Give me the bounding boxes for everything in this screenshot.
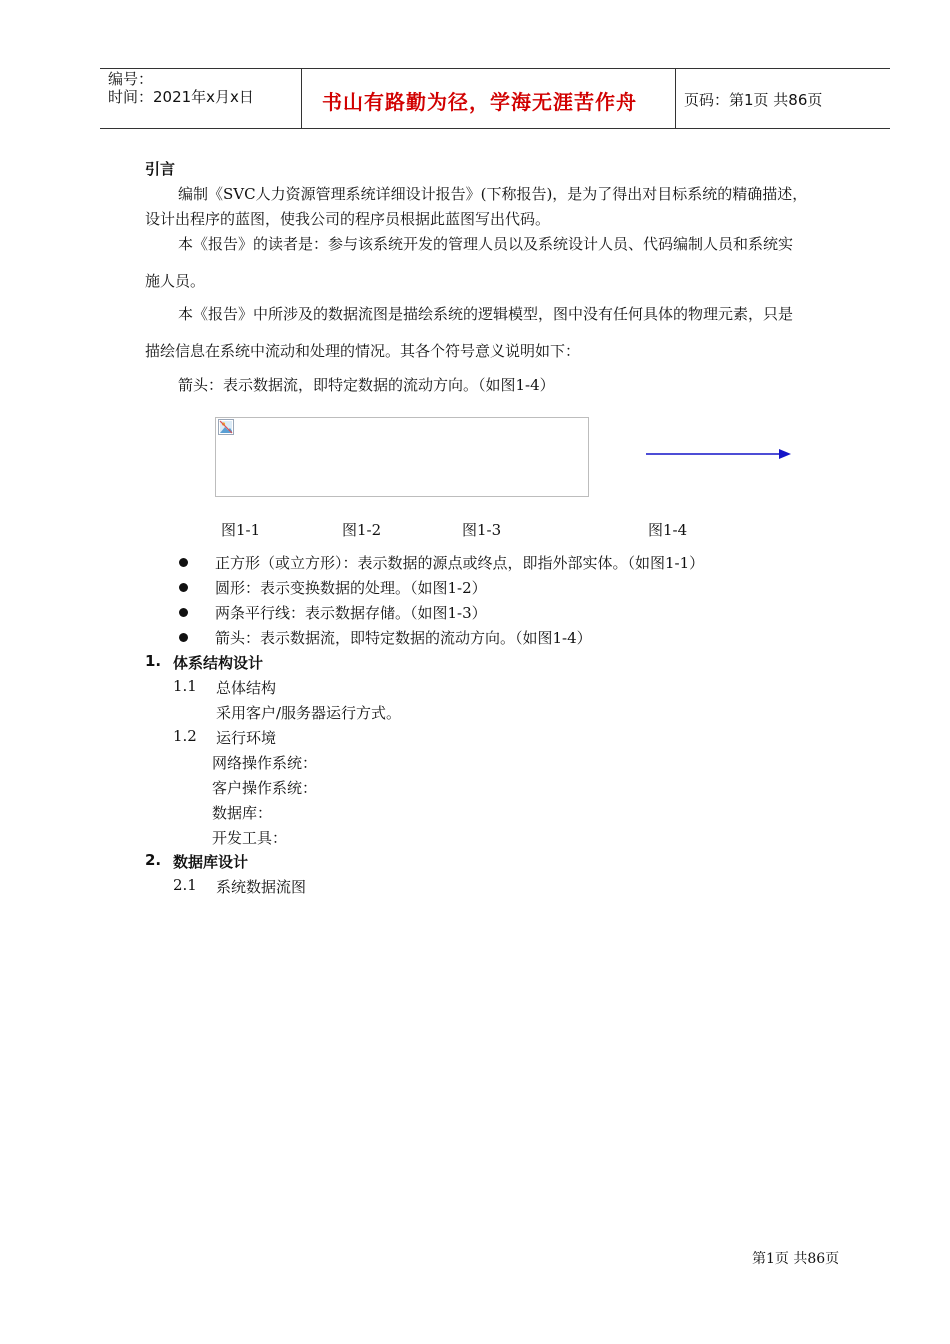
header-bottom-rule [100,128,890,129]
footer-page-number: 第1页 共86页 [752,1251,840,1267]
section-1-1-title: 总体结构 [216,679,277,697]
section-1-2-number: 1.2 [173,727,197,745]
figure-label-1: 图1-1 [221,521,261,539]
section-2-title: 数据库设计 [173,853,249,871]
intro-arrow-line: 箭头：表示数据流，即特定数据的流动方向。（如图1-4） [178,376,555,394]
intro-paragraph-2-line-1: 本《报告》的读者是：参与该系统开发的管理人员以及系统设计人员、代码编制人员和系统实 [178,235,794,253]
section-1-title: 体系结构设计 [173,654,264,672]
header-divider-right [675,68,676,128]
list-item: 箭头：表示数据流，即特定数据的流动方向。（如图1-4） [215,629,592,647]
header-divider-left [301,68,302,128]
figure-label-2: 图1-2 [342,521,382,539]
list-item: 两条平行线：表示数据存储。（如图1-3） [215,604,487,622]
intro-paragraph-3-line-2: 描绘信息在系统中流动和处理的情况。其各个符号意义说明如下： [145,342,581,360]
intro-paragraph-3-line-1: 本《报告》中所涉及的数据流图是描绘系统的逻辑模型，图中没有任何具体的物理元素，只是 [178,305,794,323]
env-item-client-os: 客户操作系统： [212,779,318,797]
section-1-2-title: 运行环境 [216,729,277,747]
env-item-network-os: 网络操作系统： [212,754,318,772]
intro-paragraph-1-line-2: 设计出程序的蓝图，使我公司的程序员根据此蓝图写出代码。 [145,210,551,228]
data-flow-arrow-figure [645,447,793,461]
section-1-number: 1. [145,652,162,670]
list-item: 正方形（或立方形）：表示数据的源点或终点，即指外部实体。（如图1-1） [215,554,705,572]
header-page-label: 页码：第1页 共86页 [684,91,823,109]
intro-paragraph-1-line-1: 编制《SVC人力资源管理系统详细设计报告》(下称报告)，是为了得出对目标系统的精确描述， [178,185,808,203]
list-item: 圆形：表示变换数据的处理。（如图1-2） [215,579,487,597]
bullet-dot [179,583,188,592]
intro-heading: 引言 [145,160,176,178]
figure-label-3: 图1-3 [462,521,502,539]
section-1-1-text: 采用客户/服务器运行方式。 [216,704,402,722]
header-motto: 书山有路勤为径，学海无涯苦作舟 [322,90,637,114]
bullet-dot [179,558,188,567]
bullet-dot [179,608,188,617]
section-2-1-title: 系统数据流图 [216,878,307,896]
figure-image-frame [215,417,589,497]
header-time-label: 时间：2021年x月x日 [108,88,254,106]
header-top-rule [100,68,890,69]
figure-label-4: 图1-4 [648,521,688,539]
intro-paragraph-2-line-2: 施人员。 [145,272,206,290]
bullet-dot [179,633,188,642]
broken-image-icon [218,419,234,435]
env-item-dev-tools: 开发工具： [212,829,288,847]
section-1-1-number: 1.1 [173,677,197,695]
section-2-number: 2. [145,851,162,869]
env-item-database: 数据库： [212,804,273,822]
section-2-1-number: 2.1 [173,876,197,894]
header-number-label: 编号： [108,70,154,88]
